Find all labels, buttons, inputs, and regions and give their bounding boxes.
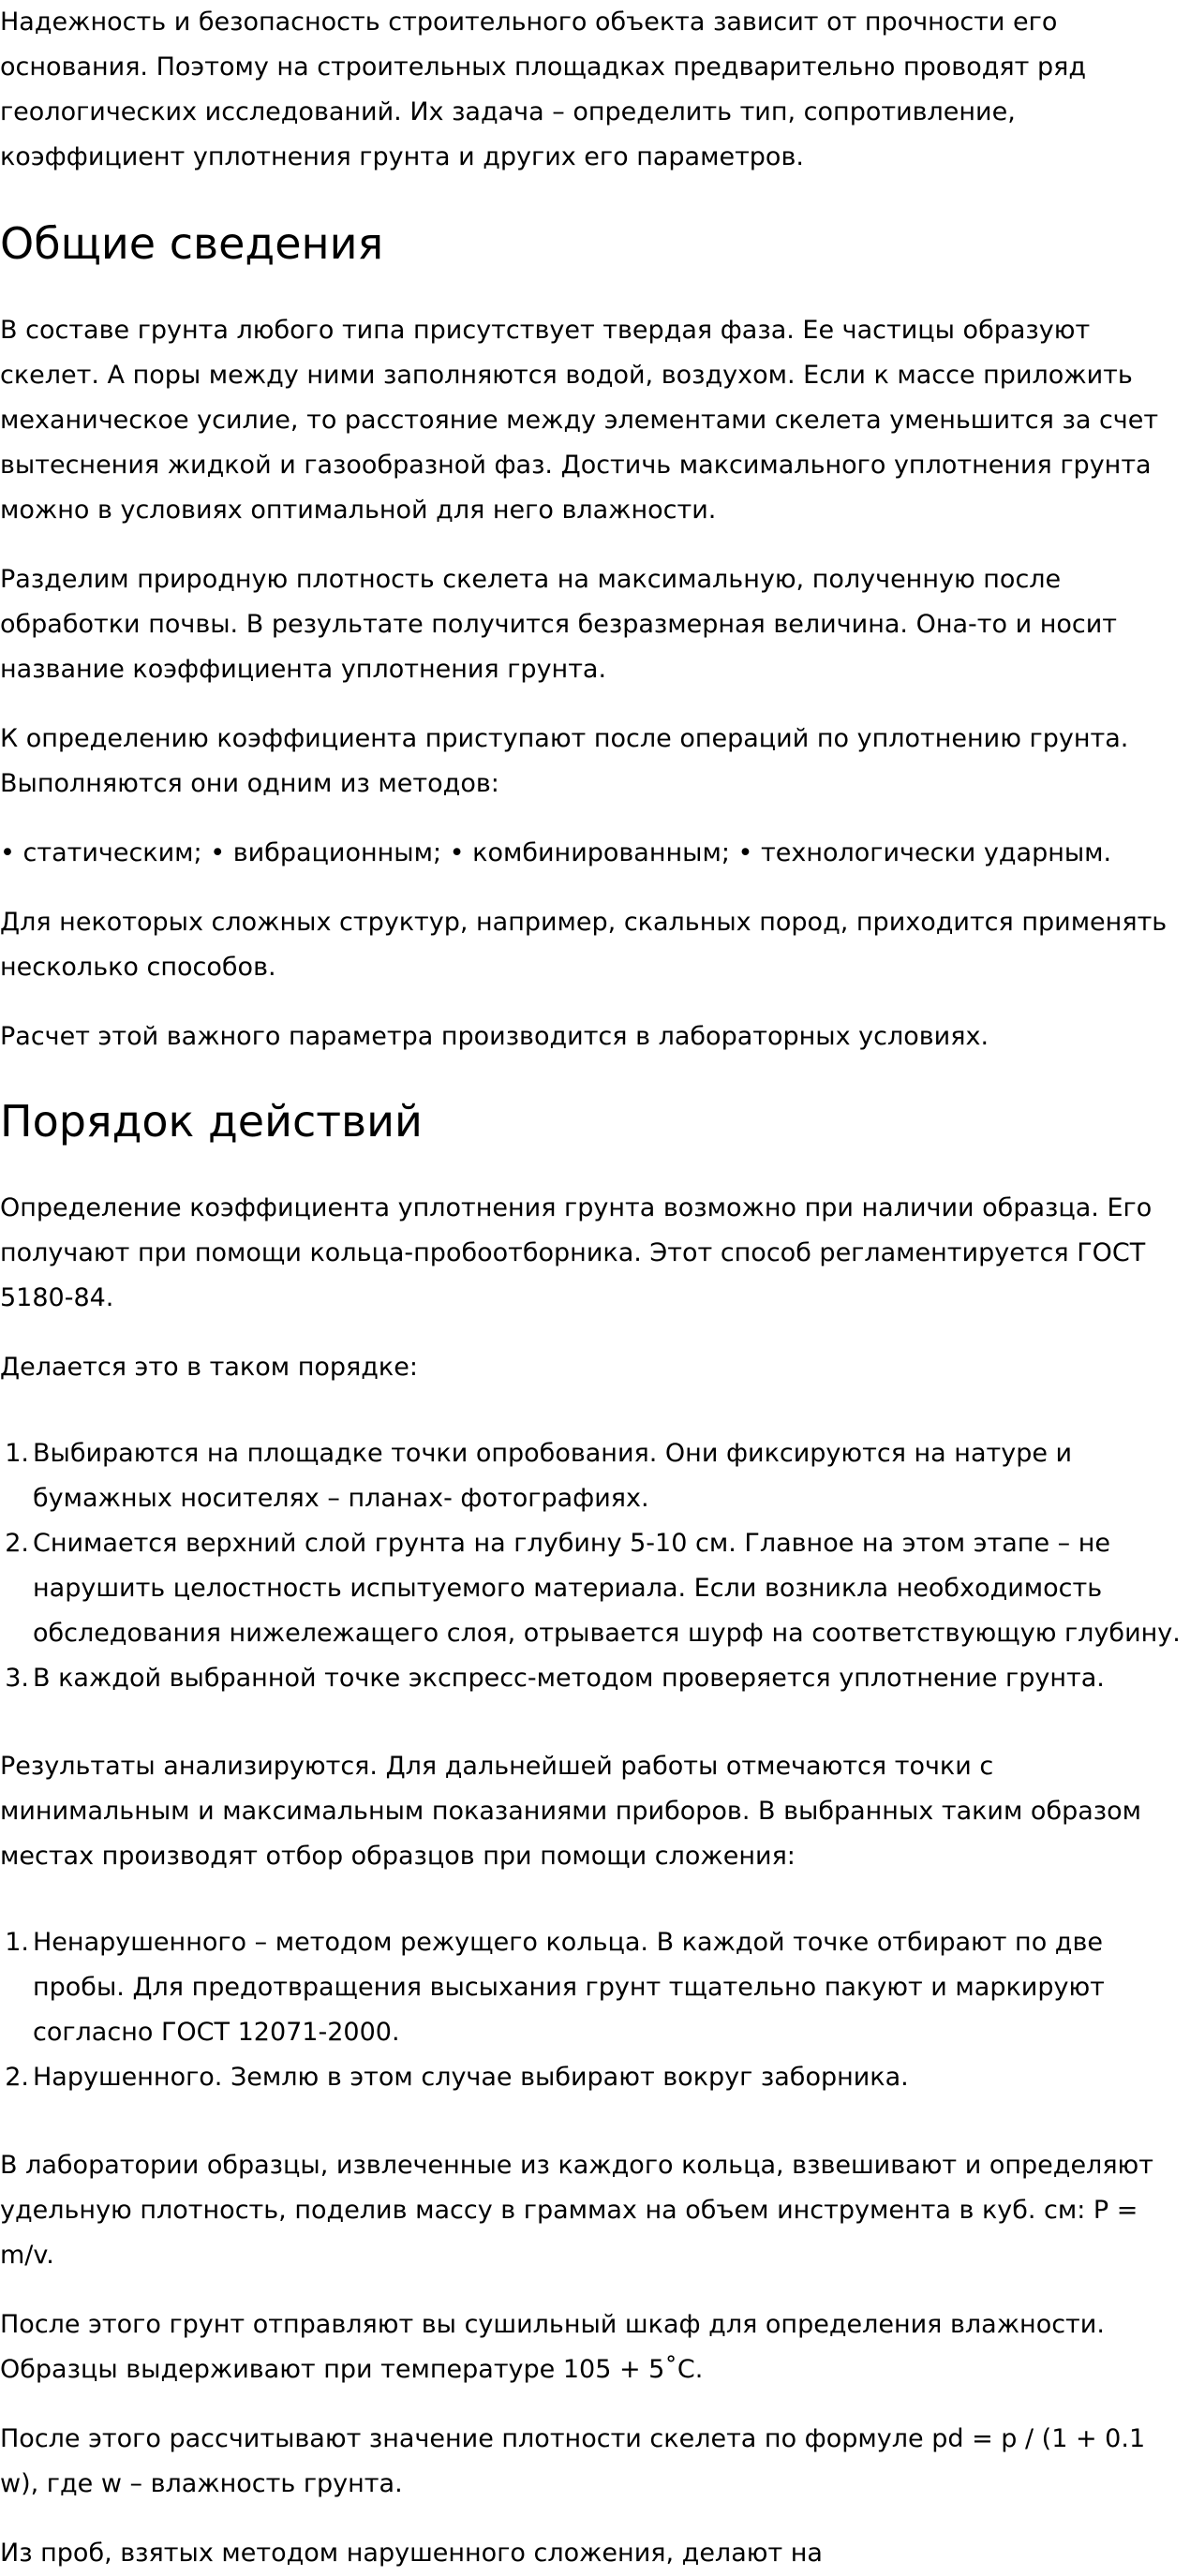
paragraph-drying: После этого грунт отправляют вы сушильный шкаф для определения влажности. Образцы выдерживают при температуре 105 + 5˚С. [0, 2310, 1105, 2384]
paragraph-methods-list: • статическим; • вибрационным; • комбинированным; • технологически ударным. [0, 838, 1112, 867]
list-item: Снимается верхний слой грунта на глубину 5-10 см. Главное на этом этапе – не нарушить целостность испытуемого материала. Если возникла необходимость обследования нижележащего слоя, отрывается шурф на соответствующую глубину. [33, 1529, 1181, 1648]
list-item: Ненарушенного – методом режущего кольца. В каждой точке отбирают по две пробы. Для предотвращения высыхания грунт тщательно пакуют и маркируют согласно ГОСТ 12071-2000. [33, 1928, 1105, 2047]
paragraph-order-intro: Делается это в таком порядке: [0, 1353, 418, 1382]
intro-paragraph: Надежность и безопасность строительного объекта зависит от прочности его основания. Поэтому на строительных площадках предварительно проводят ряд геологических исследований. Их задача – определить тип, сопротивление, коэффициент уплотнения грунта и других его параметров. [0, 7, 1086, 171]
paragraph-complex-structures: Для некоторых сложных структур, например, скальных пород, приходится применять несколько способов. [0, 908, 1168, 982]
paragraph-compaction-coefficient: Разделим природную плотность скелета на максимальную, полученную после обработки почвы. В результате получится безразмерная величина. Она-то и носит название коэффициента уплотнения грунта. [0, 565, 1118, 684]
paragraph-methods-intro: К определению коэффициента приступают после операций по уплотнению грунта. Выполняются они одним из методов: [0, 724, 1129, 798]
heading-procedure: Порядок действий [0, 1096, 423, 1147]
paragraph-results-analysis: Результаты анализируются. Для дальнейшей работы отмечаются точки с минимальным и максимальным показаниями приборов. В выбранных таким образом местах производят отбор образцов при помощи сложения: [0, 1752, 1142, 1871]
steps-list [0, 1431, 1190, 1701]
paragraph-density-formula: В лаборатории образцы, извлеченные из каждого кольца, взвешивают и определяют удельную плотность, поделив массу в граммах на объем инструмента в куб. см: P = m/v. [0, 2151, 1154, 2270]
list-item: Выбираются на площадке точки опробования. Они фиксируются на натуре и бумажных носителях – планах- фотографиях. [33, 1439, 1073, 1513]
paragraph-disturbed-samples: Из проб, взятых методом нарушенного сложения, делают на [0, 2539, 823, 2568]
heading-general-info: Общие сведения [0, 218, 384, 269]
list-item: В каждой выбранной точке экспресс-методом проверяется уплотнение грунта. [33, 1664, 1105, 1693]
sampling-list [0, 1920, 1190, 2100]
paragraph-skeleton-density: После этого рассчитывают значение плотности скелета по формуле pd = p / (1 + 0.1 w), где w – влажность грунта. [0, 2424, 1146, 2498]
paragraph-sample-ring: Определение коэффициента уплотнения грунта возможно при наличии образца. Его получают при помощи кольца-пробоотборника. Этот способ регламентируется ГОСТ 5180-84. [0, 1193, 1153, 1312]
paragraph-lab-calculation: Расчет этой важного параметра производится в лабораторных условиях. [0, 1022, 989, 1051]
paragraph-soil-phases: В составе грунта любого типа присутствует твердая фаза. Ее частицы образуют скелет. А поры между ними заполняются водой, воздухом. Если к массе приложить механическое усилие, то расстояние между элементами скелета уменьшится за счет вытеснения жидкой и газообразной фаз. Достичь максимального уплотнения грунта можно в условиях оптимальной для него влажности. [0, 316, 1159, 525]
list-item: Нарушенного. Землю в этом случае выбирают вокруг заборника. [33, 2063, 909, 2092]
